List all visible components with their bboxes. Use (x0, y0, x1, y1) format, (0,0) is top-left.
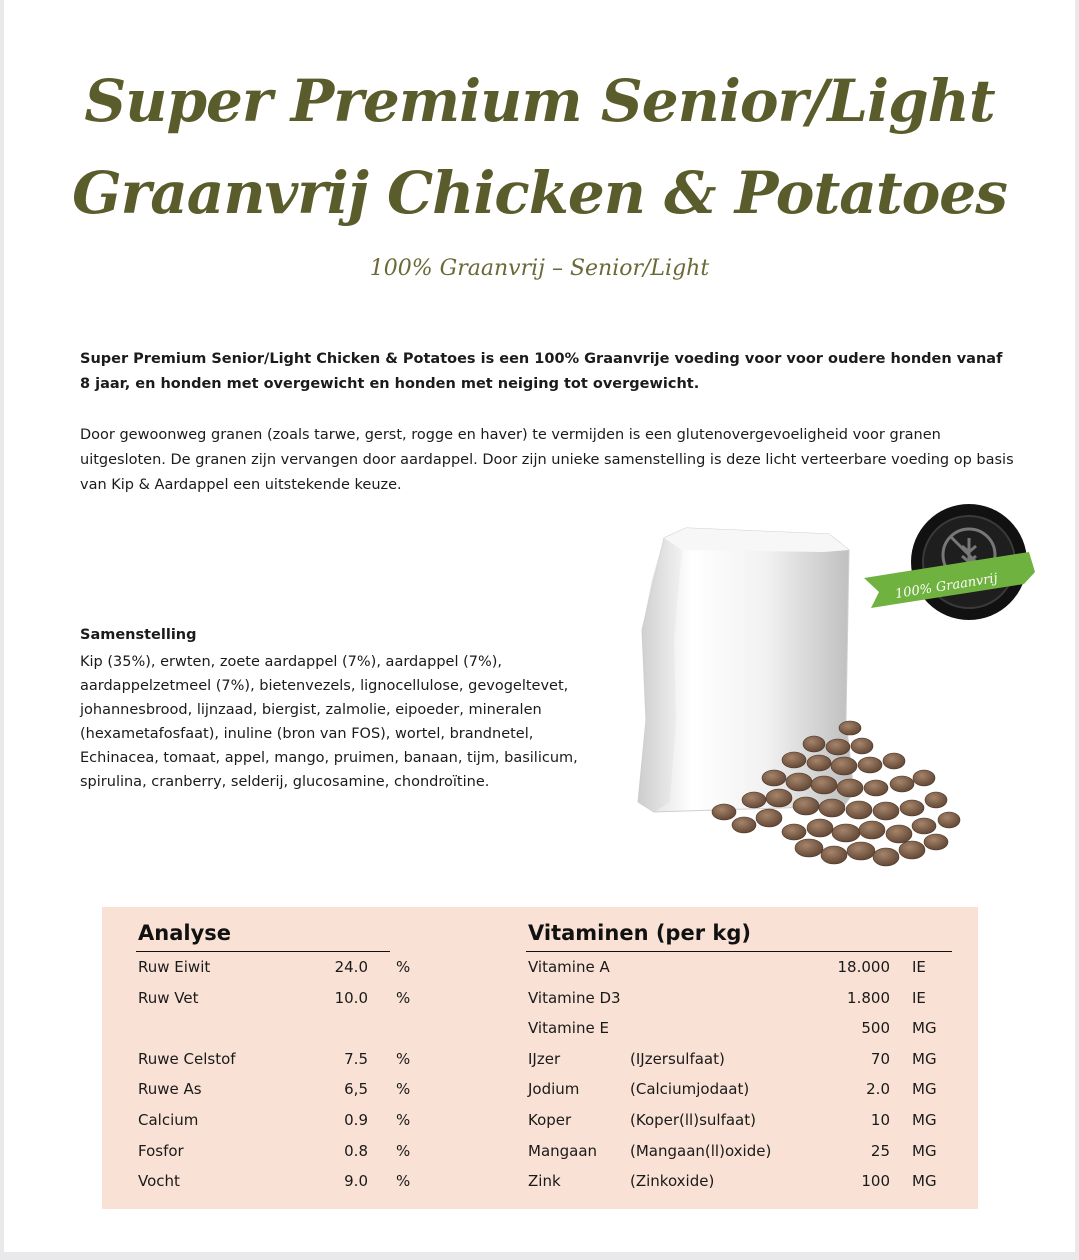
vitaminen-row (528, 1019, 948, 1049)
vitamin-value: 1.800 (847, 988, 890, 1007)
vitaminen-heading: Vitaminen (per kg) (528, 921, 751, 945)
vitamin-value: 2.0 (866, 1080, 890, 1099)
vitamin-unit: MG (912, 1111, 937, 1129)
analyse-row (138, 1080, 411, 1110)
composition-heading: Samenstelling (80, 627, 197, 643)
analyse-value: 6,5 (344, 1080, 368, 1099)
subtitle: 100% Graanvrij – Senior/Light (369, 256, 710, 281)
analyse-value: 10.0 (334, 988, 368, 1007)
vitamin-value: 10 (870, 1111, 890, 1129)
analyse-unit: % (396, 1141, 411, 1160)
vitamin-source: (Zinkoxide) (630, 1172, 715, 1191)
vitamin-name: Zink (528, 1172, 561, 1191)
nutrition-panel (102, 907, 978, 1209)
vitamin-unit: MG (912, 1080, 937, 1099)
vitamin-name: Jodium (528, 1080, 580, 1099)
vitamin-name: Vitamine D3 (528, 988, 621, 1007)
vitamin-value: 18.000 (837, 958, 890, 976)
analyse-row (138, 988, 411, 1019)
document-page (4, 0, 1075, 1252)
analyse-name: Vocht (138, 1172, 180, 1191)
analyse-heading: Analyse (138, 921, 232, 945)
analyse-row (138, 1141, 411, 1172)
analyse-name: Calcium (138, 1111, 199, 1129)
analyse-row (138, 1049, 411, 1080)
vitamin-source: (IJzersulfaat) (630, 1049, 725, 1068)
analyse-name: Fosfor (138, 1141, 184, 1160)
composition-text: Kip (35%), erwten, zoete aardappel (7%), aardappel (7%), aardappelzetmeel (7%), bietenvezels, lignocellulose, gevogeltevet, johannesbrood, lijnzaad, biergist, zalmolie, eipoeder, mineralen (hexametafosfaat), inuline (bron van FOS), wortel, brandnetel, Echinacea, tomaat, appel, mango, pruimen, banaan, tijm, basilicum, spirulina, cranberry, selderij, glucosamine, chondroïtine. (80, 654, 578, 790)
vitamin-value: 100 (861, 1172, 890, 1191)
vitamin-unit: MG (912, 1049, 937, 1068)
vitamin-name: IJzer (528, 1049, 561, 1068)
analyse-row (138, 1172, 411, 1202)
analyse-row (138, 1019, 398, 1049)
analyse-name: Ruwe Celstof (138, 1049, 236, 1068)
analyse-name: Ruw Vet (138, 988, 199, 1007)
vitaminen-row (528, 1172, 948, 1202)
vitamin-unit: MG (912, 1019, 937, 1038)
vitamin-unit: MG (912, 1141, 937, 1160)
vitamin-name: Koper (528, 1111, 572, 1129)
vitamin-source: (Koper(ll)sulfaat) (630, 1111, 756, 1129)
analyse-value: 0.8 (344, 1141, 368, 1160)
analyse-value: 9.0 (344, 1172, 368, 1191)
vitamin-name: Vitamine A (528, 958, 610, 976)
analyse-unit: % (396, 1111, 411, 1129)
vitamin-unit: IE (912, 958, 926, 976)
vitamin-unit: IE (912, 988, 926, 1007)
analyse-unit: % (396, 958, 411, 976)
vitamin-value: 70 (870, 1049, 890, 1068)
analyse-unit: % (396, 988, 411, 1007)
analyse-unit: % (396, 1080, 411, 1099)
vitaminen-row (528, 1050, 948, 1080)
analyse-value: 24.0 (334, 958, 368, 976)
title-line-1: Super Premium Senior/Light (84, 67, 995, 135)
vitaminen-row (528, 1111, 948, 1141)
title-line-2: Graanvrij Chicken & Potatoes (72, 159, 1007, 227)
vitaminen-row (528, 1080, 948, 1110)
intro-bold-paragraph: Super Premium Senior/Light Chicken & Potatoes is een 100% Graanvrije voeding voor voor oudere honden vanaf 8 jaar, en honden met overgewicht en honden met neiging tot overgewicht. (80, 351, 1003, 392)
analyse-value: 7.5 (344, 1049, 368, 1068)
vitamin-value: 500 (861, 1019, 890, 1038)
analyse-row (138, 958, 411, 988)
analyse-divider (136, 951, 390, 952)
intro-paragraph: Door gewoonweg granen (zoals tarwe, gerst, rogge en haver) te vermijden is een glutenovergevoeligheid voor granen uitgesloten. De granen zijn vervangen door aardappel. Door zijn unieke samenstelling is deze licht verteerbare voeding op basis van Kip & Aardappel een uitstekende keuze. (80, 427, 1014, 493)
vitaminen-divider (526, 951, 952, 952)
analyse-value: 0.9 (344, 1111, 368, 1129)
vitamin-name: Mangaan (528, 1141, 598, 1160)
vitaminen-row (528, 958, 948, 988)
analyse-name: Ruw Eiwit (138, 958, 211, 976)
vitamin-name: Vitamine E (528, 1019, 609, 1038)
vitaminen-row (528, 989, 948, 1019)
badge-text: 100% Graanvrij (894, 571, 999, 603)
analyse-row (138, 1111, 411, 1141)
vitamin-unit: MG (912, 1172, 937, 1191)
analyse-unit: % (396, 1049, 411, 1068)
vitamin-value: 25 (870, 1141, 890, 1160)
vitamin-source: (Mangaan(ll)oxide) (630, 1141, 772, 1160)
grain-free-badge (859, 500, 1039, 630)
analyse-unit: % (396, 1172, 411, 1191)
vitaminen-row (528, 1142, 948, 1172)
vitamin-source: (Calciumjodaat) (630, 1080, 750, 1099)
analyse-name: Ruwe As (138, 1080, 202, 1099)
